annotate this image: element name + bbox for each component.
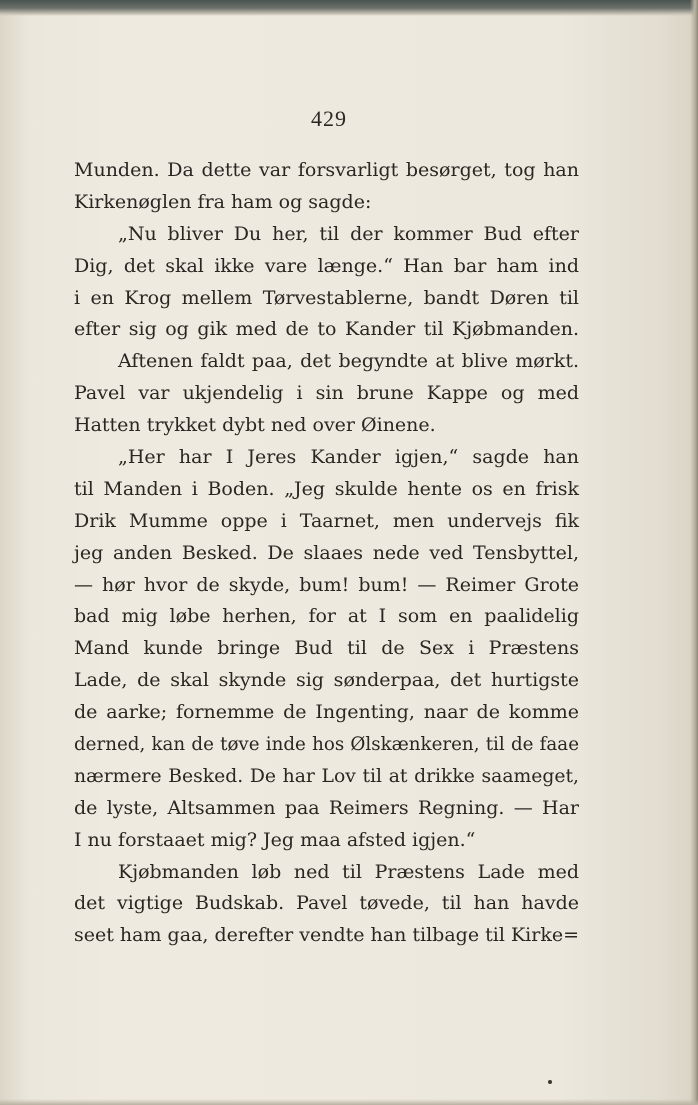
- body-text: [74, 155, 579, 952]
- text-line: I nu forstaaet mig? Jeg maa afsted igjen.“: [74, 828, 476, 851]
- text-line: efter sig og gik med de to Kander til Kjøbmanden.: [74, 318, 579, 341]
- page-top-edge: [0, 0, 698, 16]
- text-line: Hatten trykket dybt ned over Øinene.: [74, 414, 436, 437]
- text-line: til Manden i Boden. „Jeg skulde hente os en frisk: [74, 477, 579, 500]
- text-line: i en Krog mellem Tørvestablerne, bandt Døren til: [74, 286, 579, 309]
- text-line: nærmere Besked. De har Lov til at drikke saameget,: [74, 765, 579, 787]
- text-line: bad mig løbe herhen, for at I som en paalidelig: [74, 605, 579, 628]
- text-line: de aarke; fornemme de Ingenting, naar de komme: [74, 701, 579, 724]
- text-line: — hør hvor de skyde, bum! bum! — Reimer Grote: [74, 573, 579, 596]
- ink-speck: [548, 1080, 552, 1084]
- text-line: Kjøbmanden løb ned til Præstens Lade med: [118, 860, 579, 883]
- text-line: det vigtige Budskab. Pavel tøvede, til han havde: [74, 892, 579, 915]
- text-line: „Her har I Jeres Kander igjen,“ sagde han: [118, 446, 579, 469]
- page-right-edge: [690, 0, 698, 1105]
- text-line: Munden. Da dette var forsvarligt besørget, tog han: [74, 159, 579, 181]
- page-number: 429: [311, 106, 347, 131]
- text-line: „Nu bliver Du her, til der kommer Bud efter: [118, 222, 579, 245]
- text-line: Mand kunde bringe Bud til de Sex i Præstens: [74, 637, 579, 660]
- text-line: seet ham gaa, derefter vendte han tilbage til Kirke=: [74, 924, 579, 947]
- text-line: Kirkenøglen fra ham og sagde:: [74, 190, 372, 213]
- text-line: Dig, det skal ikke vare længe.“ Han bar ham ind: [74, 254, 579, 277]
- page-bottom-edge: [0, 1099, 698, 1105]
- text-line: de lyste, Altsammen paa Reimers Regning. — Har: [74, 796, 579, 819]
- text-line: derned, kan de tøve inde hos Ølskænkeren, til de faae: [74, 734, 579, 756]
- text-line: Pavel var ukjendelig i sin brune Kappe og med: [74, 382, 579, 405]
- text-line: jeg anden Besked. De slaaes nede ved Tensbyttel,: [74, 541, 579, 564]
- text-line: Aftenen faldt paa, det begyndte at blive mørkt.: [118, 350, 579, 373]
- text-line: Lade, de skal skynde sig sønderpaa, det hurtigste: [74, 669, 579, 692]
- text-line: Drik Mumme oppe i Taarnet, men undervejs fik: [74, 509, 579, 532]
